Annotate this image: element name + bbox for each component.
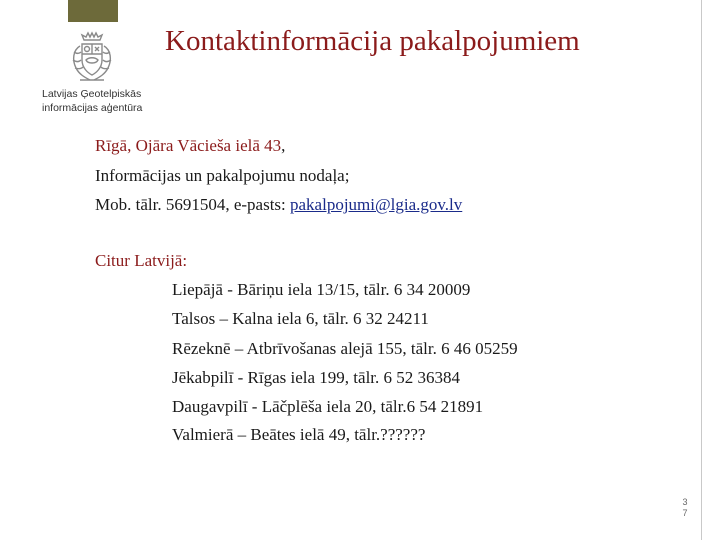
- location-item: Liepājā - Bāriņu iela 13/15, tālr. 6 34 20009: [172, 280, 471, 299]
- location-item: Valmierā – Beātes ielā 49, tālr.??????: [172, 425, 426, 444]
- riga-address: [95, 136, 285, 156]
- page-title: Kontaktinformācija pakalpojumiem: [165, 25, 580, 57]
- riga-contact: [95, 195, 462, 215]
- logo-text-line1: Latvijas Ģeotelpiskās: [42, 88, 142, 100]
- right-divider: [701, 0, 702, 540]
- riga-contact-prefix: Mob. tālr. 5691504, e-pasts:: [95, 195, 291, 214]
- riga-address-number: 43: [259, 136, 282, 155]
- riga-address-suffix: ,: [281, 136, 286, 155]
- location-item: Talsos – Kalna iela 6, tālr. 6 32 24211: [172, 309, 429, 328]
- page-number: [678, 497, 692, 519]
- other-heading: Citur Latvijā:: [95, 251, 188, 270]
- location-item: Daugavpilī - Lāčplēša iela 20, tālr.6 54 21891: [172, 397, 484, 416]
- latvia-coat-of-arms-icon: [64, 30, 120, 86]
- page-number-line2: 7: [682, 508, 688, 518]
- riga-address-label: Rīgā, Ojāra Vācieša ielā: [95, 136, 260, 155]
- location-item: Rēzeknē – Atbrīvošanas alejā 155, tālr. 6 46 05259: [172, 339, 518, 358]
- accent-block: [68, 0, 118, 22]
- email-link[interactable]: pakalpojumi@lgia.gov.lv: [290, 195, 463, 214]
- logo: [42, 30, 142, 114]
- location-item: Jēkabpilī - Rīgas iela 199, tālr. 6 52 36384: [172, 368, 461, 387]
- logo-text-line2: informācijas aģentūra: [42, 102, 143, 114]
- page-number-line1: 3: [682, 497, 688, 507]
- riga-department: Informācijas un pakalpojumu nodaļa;: [95, 166, 350, 185]
